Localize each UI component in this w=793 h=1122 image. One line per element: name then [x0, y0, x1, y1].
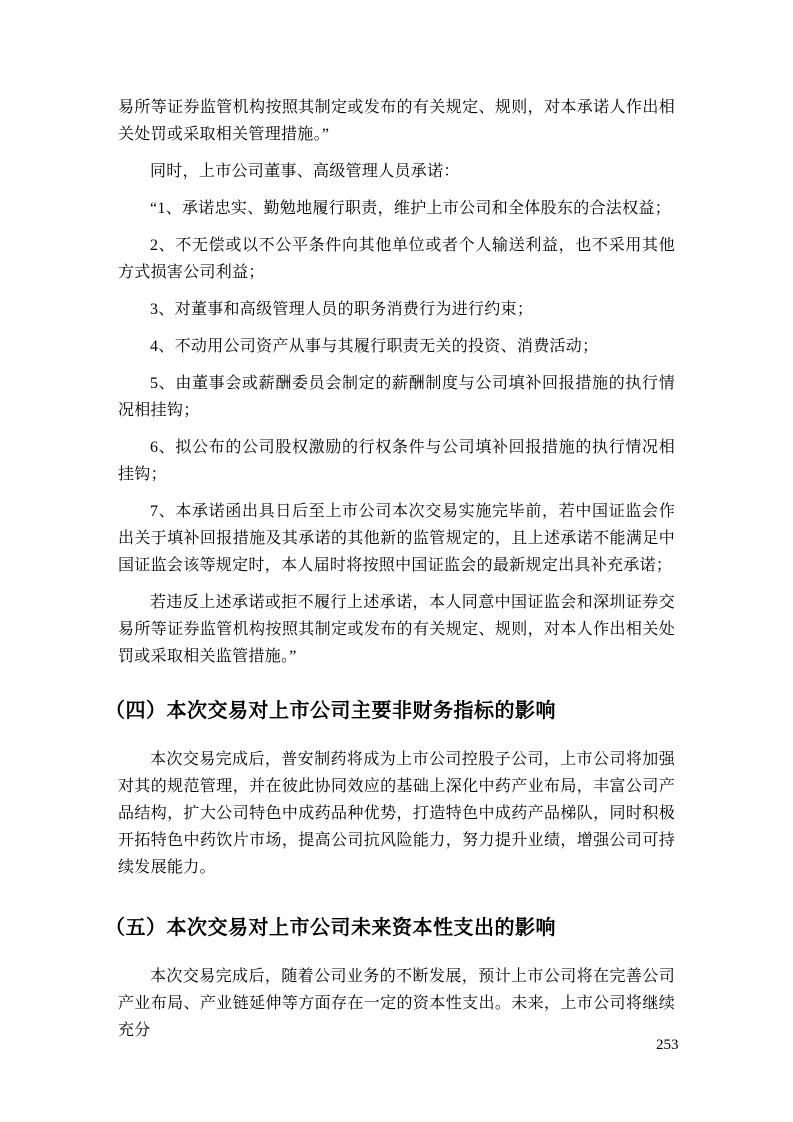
paragraph-regulator-measures-continuation: 易所等证券监管机构按照其制定或发布的有关规定、规则，对本承诺人作出相关处罚或采取相关管理措施。” [118, 99, 675, 143]
paragraph-commitment-clause-7: 7、本承诺函出具日后至上市公司本次交易实施完毕前，若中国证监会作出关于填补回报措施及其承诺的其他新的监管规定的，且上述承诺不能满足中国证监会该等规定时，本人届时将按照中国证监会的最新规定出具补充承诺； [118, 503, 675, 574]
paragraph-capital-expenditure-impact-body: 本次交易完成后，随着公司业务的不断发展，预计上市公司将在完善公司产业布局、产业链延伸等方面存在一定的资本性支出。未来，上市公司将继续充分 [118, 968, 675, 1039]
section-heading-non-financial-impact: （四）本次交易对上市公司主要非财务指标的影响 [105, 700, 556, 722]
section-heading-capital-expenditure-impact: （五）本次交易对上市公司未来资本性支出的影响 [105, 917, 556, 939]
paragraph-commitment-clause-5: 5、由董事会或薪酬委员会制定的薪酬制度与公司填补回报措施的执行情况相挂钩； [118, 375, 675, 419]
paragraph-violation-consequence: 若违反上述承诺或拒不履行上述承诺，本人同意中国证监会和深圳证券交易所等证券监管机构按照其制定或发布的有关规定、规则，对本人作出相关处罚或采取相关监管措施。” [118, 594, 675, 665]
paragraph-commitment-clause-2: 2、不无偿或以不公平条件向其他单位或者个人输送利益，也不采用其他方式损害公司利益； [118, 237, 675, 281]
paragraph-directors-commitment-intro: 同时，上市公司董事、高级管理人员承诺： [150, 163, 460, 180]
page-content [105, 94, 675, 1054]
paragraph-commitment-clause-4: 4、不动用公司资产从事与其履行职责无关的投资、消费活动； [150, 338, 599, 355]
paragraph-commitment-clause-6: 6、拟公布的公司股权激励的行权条件与公司填补回报措施的执行情况相挂钩； [118, 439, 675, 483]
paragraph-commitment-clause-3: 3、对董事和高级管理人员的职务消费行为进行约束； [150, 301, 534, 318]
paragraph-non-financial-impact-body: 本次交易完成后，普安制药将成为上市公司控股子公司，上市公司将加强对其的规范管理，并在彼此协同效应的基础上深化中药产业布局，丰富公司产品结构，扩大公司特色中成药品种优势，打造特色中成药产品梯队，同时积极开拓特色中药饮片市场，提高公司抗风险能力，努力提升业绩，增强公司可持续发展能力。 [118, 751, 675, 876]
paragraph-commitment-clause-1: “1、承诺忠实、勤勉地履行职责，维护上市公司和全体股东的合法权益； [150, 200, 672, 217]
page-number: 253 [656, 1037, 679, 1053]
